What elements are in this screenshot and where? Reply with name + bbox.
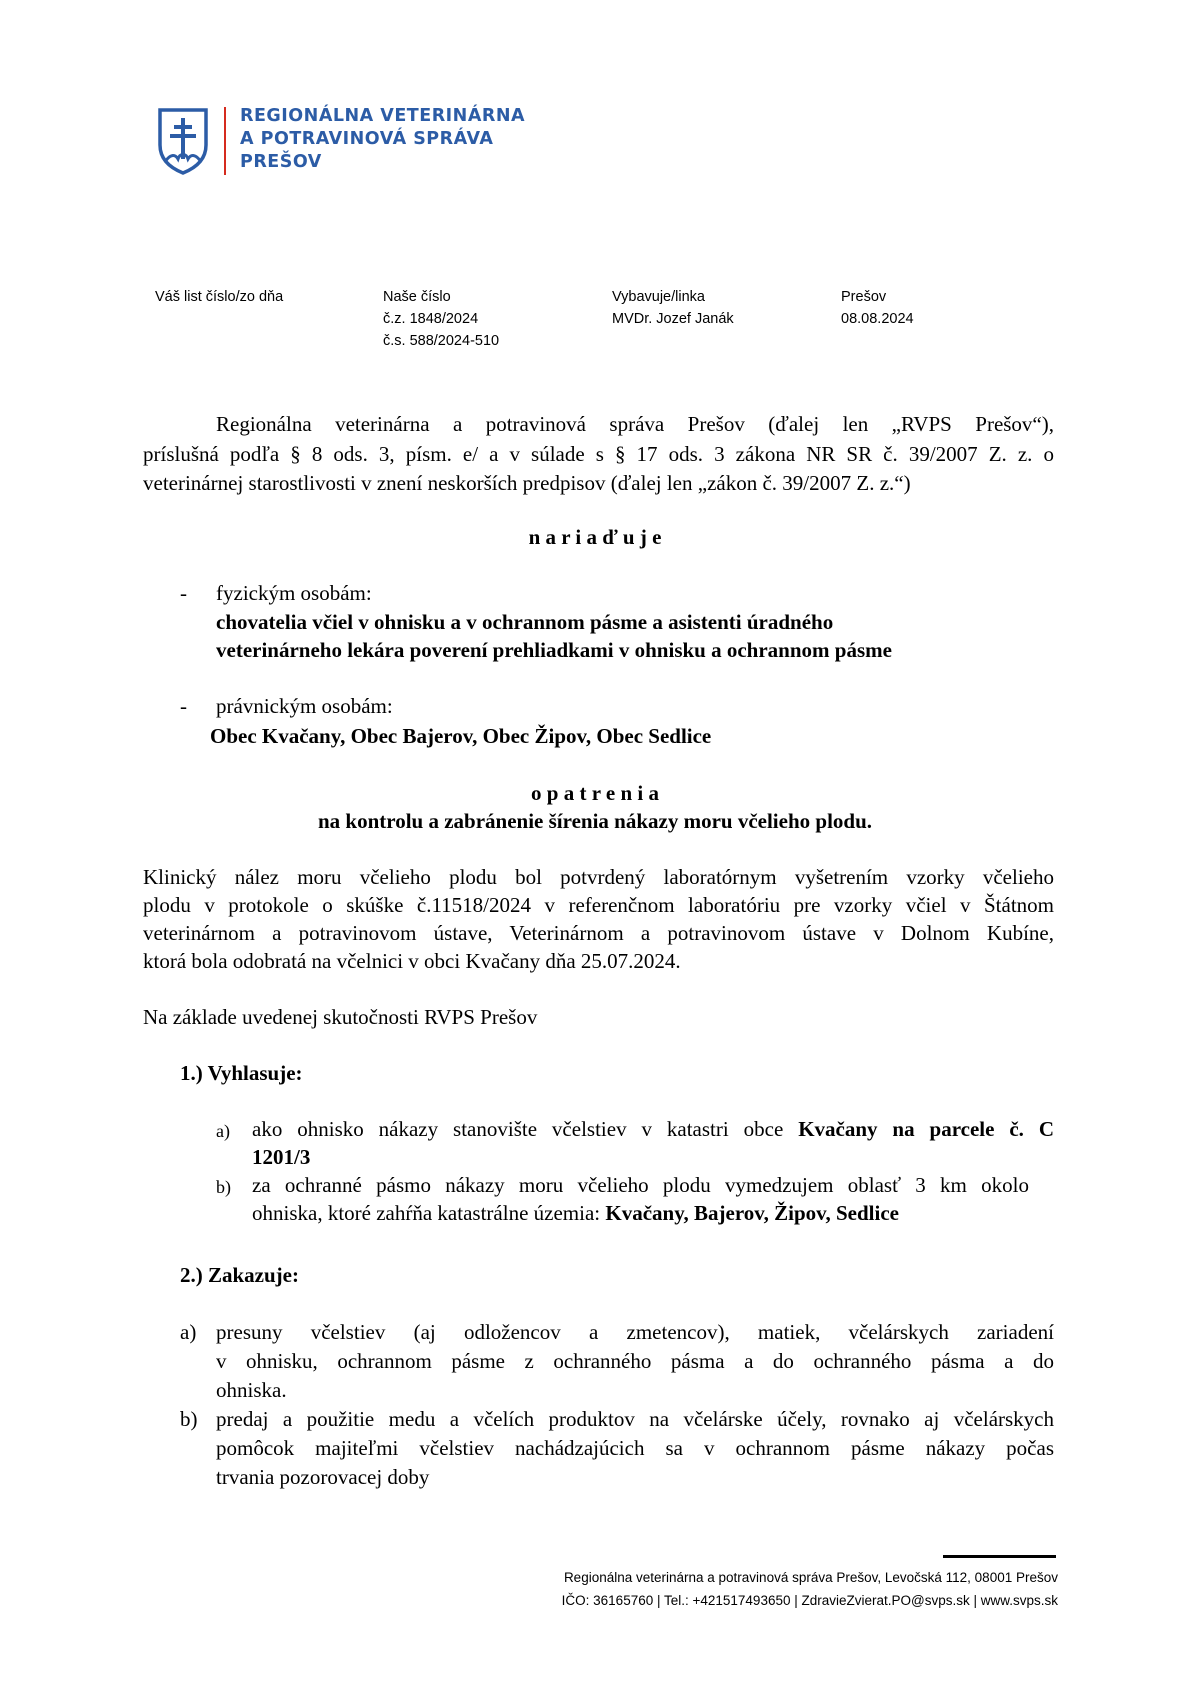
legal-persons-dash: - — [180, 694, 187, 718]
basis-line: Na základe uvedenej skutočnosti RVPS Prešov — [143, 1005, 538, 1029]
ref-our-number — [383, 286, 499, 352]
section-2-item-a-line-3: ohniska. — [216, 1378, 287, 1402]
section-1-item-a-text: ako ohnisko nákazy stanovište včelstiev v katastri obce — [252, 1117, 799, 1141]
section-2-heading: 2.) Zakazuje: — [180, 1263, 299, 1287]
finding-line-1: Klinický nález moru včelieho plodu bol potvrdený laboratórnym vyšetrením vzorky včelieho — [143, 865, 1054, 889]
section-1-item-a-line-2: 1201/3 — [252, 1145, 311, 1169]
section-1-item-a-line-1 — [252, 1115, 1054, 1143]
section-2-item-b-line-3: trvania pozorovacej doby — [216, 1465, 430, 1489]
ref-handled-by — [612, 286, 734, 330]
section-2-item-b-label: b) — [180, 1407, 198, 1431]
orders-heading: n a r i a ď u j e — [528, 525, 662, 549]
footer — [358, 1566, 1058, 1612]
logo-line-3: PREŠOV — [240, 152, 322, 172]
section-1-heading: 1.) Vyhlasuje: — [180, 1061, 303, 1085]
ref-date: 08.08.2024 — [841, 311, 914, 327]
section-1-item-a-label: a) — [216, 1121, 230, 1141]
section-2-item-b-line-2: pomôcok majiteľmi včelstiev nachádzajúcich sa v ochrannom pásme nákazy počas — [216, 1436, 1054, 1460]
section-2-item-a-line-2: v ohnisku, ochrannom pásme z ochranného pásma a do ochranného pásma a do — [216, 1349, 1054, 1373]
section-1-item-b-text: ohniska, ktoré zahŕňa katastrálne územia: — [252, 1201, 606, 1225]
section-1-item-b-label: b) — [216, 1177, 231, 1197]
section-2-item-a-line-1: presuny včelstiev (aj odložencov a zmetencov), matiek, včelárskych zariadení — [216, 1320, 1054, 1344]
ref-our-number-cs: č.s. 588/2024-510 — [383, 333, 500, 349]
finding-line-3: veterinárnom a potravinovom ústave, Veterinárnom a potravinovom ústave v Dolnom Kubíne, — [143, 921, 1054, 945]
footer-contacts: IČO: 36165760 | Tel.: +421517493650 | ZdravieZvierat.PO@svps.sk | www.svps.sk — [561, 1593, 1058, 1608]
ref-your-letter-label: Váš list číslo/zo dňa — [155, 289, 284, 305]
legal-persons-label: právnickým osobám: — [216, 694, 393, 718]
intro-line-2: príslušná podľa § 8 ods. 3, písm. e/ a v súlade s § 17 ods. 3 zákona NR SR č. 39/2007 Z. z. o — [143, 442, 1054, 466]
ref-our-number-label: Naše číslo — [383, 289, 451, 305]
natural-persons-line-2: veterinárneho lekára poverení prehliadkami v ohnisku a ochrannom pásme — [216, 638, 892, 662]
measures-heading: o p a t r e n i a — [531, 781, 659, 805]
natural-persons-line-1: chovatelia včiel v ohnisku a v ochrannom pásme a asistenti úradného — [216, 610, 834, 634]
footer-address: Regionálna veterinárna a potravinová správa Prešov, Levočská 112, 08001 Prešov — [563, 1570, 1058, 1585]
ref-place-label: Prešov — [841, 289, 887, 305]
finding-line-4: ktorá bola odobratá na včelnici v obci Kvačany dňa 25.07.2024. — [143, 949, 681, 973]
logo-line-2: A POTRAVINOVÁ SPRÁVA — [240, 129, 494, 149]
section-2-item-b-line-1: predaj a použitie medu a včelích produktov na včelárske účely, rovnako aj včelárskych — [216, 1407, 1054, 1431]
section-1-item-b-line-2 — [252, 1199, 899, 1227]
section-1-item-b-line-1: za ochranné pásmo nákazy moru včelieho plodu vymedzujem oblasť 3 km okolo — [252, 1173, 1029, 1197]
slovak-coat-of-arms-icon — [157, 107, 209, 175]
section-1-item-a-parcel: Kvačany na parcele č. C — [798, 1117, 1055, 1141]
legal-persons-municipalities: Obec Kvačany, Obec Bajerov, Obec Žipov, Obec Sedlice — [210, 724, 712, 748]
ref-handled-by-name: MVDr. Jozef Janák — [612, 311, 734, 327]
logo-line-1: REGIONÁLNA VETERINÁRNA — [240, 106, 526, 126]
intro-line-1: Regionálna veterinárna a potravinová správa Prešov (ďalej len „RVPS Prešov“), — [216, 412, 1054, 436]
finding-line-2: plodu v protokole o skúške č.11518/2024 v referenčnom laboratóriu pre vzorky včiel v Štátnom — [143, 893, 1054, 917]
ref-your-letter — [155, 286, 283, 308]
footer-rule — [943, 1555, 1056, 1558]
natural-persons-dash: - — [180, 581, 187, 605]
measures-subheading: na kontrolu a zabránenie šírenia nákazy moru včelieho plodu. — [317, 809, 873, 833]
section-2-item-a-label: a) — [180, 1320, 197, 1344]
logo-divider — [224, 107, 226, 175]
natural-persons-label: fyzickým osobám: — [216, 581, 372, 605]
section-1-item-b-areas: Kvačany, Bajerov, Žipov, Sedlice — [605, 1201, 899, 1225]
ref-our-number-cz: č.z. 1848/2024 — [383, 311, 479, 327]
ref-place-date — [841, 286, 914, 330]
ref-handled-by-label: Vybavuje/linka — [612, 289, 705, 305]
logo-text — [240, 105, 640, 174]
intro-line-3: veterinárnej starostlivosti v znení neskorších predpisov (ďalej len „zákon č. 39/2007 Z. z.“) — [143, 471, 911, 495]
